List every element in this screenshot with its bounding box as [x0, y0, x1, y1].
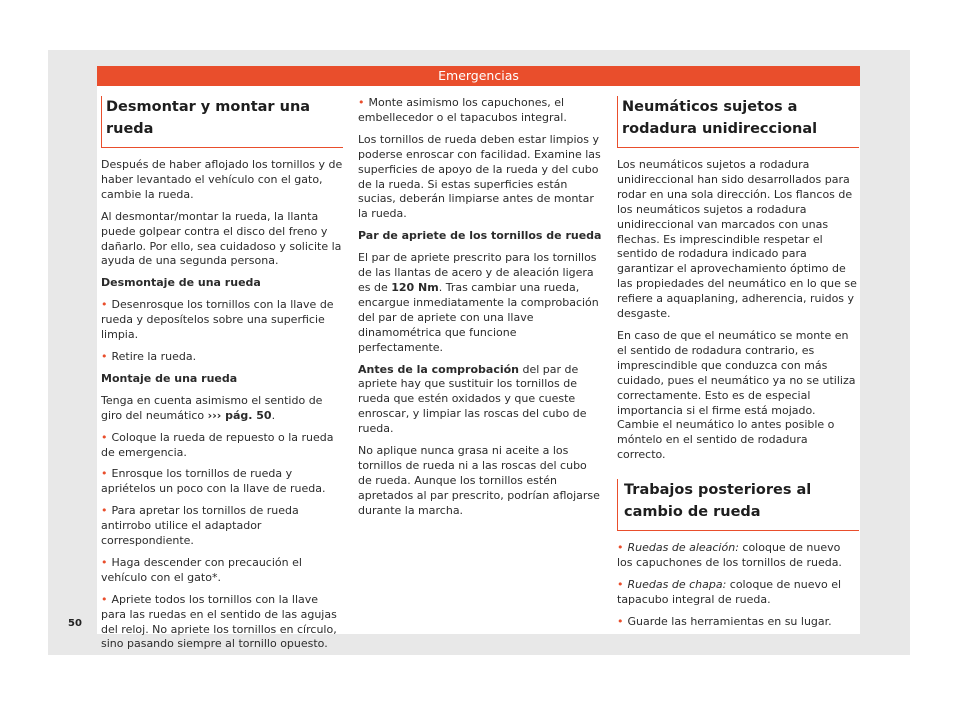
- bullet-label: Ruedas de chapa:: [627, 577, 727, 591]
- bullet-item: • Enrosque los tornillos de rueda y apriételos un poco con la llave de rueda.: [101, 467, 343, 497]
- torque-value: 120 Nm: [391, 280, 439, 294]
- heading-desmontar-montar: Desmontar y montar una rueda: [101, 96, 343, 148]
- paragraph-text: Tenga en cuenta asimismo el sentido de giro del neumático: [101, 393, 323, 422]
- bullet-item: • Para apretar los tornillos de rueda antirrobo utilice el adaptador correspondiente.: [101, 504, 343, 549]
- paragraph-text: . Tras cambiar una rueda, encargue inmediatamente la comprobación del par de apriete con una llave dinamométrica que funcione perfectamente.: [358, 280, 599, 354]
- paragraph-end: .: [271, 408, 276, 422]
- bullet-item: [617, 541, 859, 571]
- subheading-desmontaje: Desmontaje de una rueda: [101, 276, 261, 290]
- paragraph: [101, 394, 343, 424]
- paragraph: [358, 251, 602, 355]
- paragraph: [358, 363, 602, 438]
- bullet-item: • Coloque la rueda de repuesto o la rueda de emergencia.: [101, 431, 343, 461]
- bullet-item: • Monte asimismo los capuchones, el embellecedor o el tapacubos integral.: [358, 96, 602, 126]
- heading-trabajos-posteriores: Trabajos posteriores al cambio de rueda: [617, 479, 859, 531]
- page-number: 50: [68, 618, 82, 629]
- bullet-item: • Retire la rueda.: [101, 350, 343, 365]
- section-header: Emergencias: [97, 66, 860, 86]
- bullet-item: • Guarde las herramientas en su lugar.: [617, 615, 859, 630]
- paragraph: Después de haber aflojado los tornillos y de haber levantado el vehículo con el gato, cambie la rueda.: [101, 158, 343, 201]
- bullet-label: Ruedas de aleación:: [627, 541, 739, 555]
- paragraph: En caso de que el neumático se monte en el sentido de rodadura contrario, es imprescindible que conduzca con más cuidado, pues el neumático ya no se utiliza correctamente. Esto es de especial importancia si el firme está mojado. Cambie el neumático lo antes posible o móntelo en el sentido de rodadura correcto.: [617, 328, 856, 462]
- bullet-item: [617, 578, 859, 608]
- heading-neumaticos-unidireccional: Neumáticos sujetos a rodadura unidireccional: [617, 96, 859, 148]
- bullet-item: • Desenrosque los tornillos con la llave de rueda y deposítelos sobre una superficie limpia.: [101, 298, 343, 343]
- page-reference-link[interactable]: ››› pág. 50: [207, 408, 272, 422]
- emphasis-text: Antes de la comprobación: [358, 362, 519, 376]
- paragraph-text: del par de apriete hay que sustituir los tornillos de rueda que estén oxidados y que cueste enroscar, y limpiar las roscas del cubo de rueda.: [358, 362, 587, 436]
- paragraph-text: El par de apriete prescrito para los tornillos de las llantas de acero y de aleación ligera es de: [358, 251, 597, 294]
- bullet-text: coloque de nuevo los capuchones de los tornillos de rueda.: [617, 541, 842, 570]
- column-middle: [358, 96, 602, 526]
- subheading-montaje: Montaje de una rueda: [101, 371, 238, 385]
- bullet-text: coloque de nuevo el tapacubo integral de rueda.: [617, 577, 842, 606]
- paragraph: Los tornillos de rueda deben estar limpios y poderse enroscar con facilidad. Examine las superficies de apoyo de la rueda y del cubo de la rueda. Si estas superficies están sucias, deberán limpiarse antes de montar la rueda.: [358, 132, 601, 221]
- column-right: [617, 96, 859, 637]
- subheading-par-apriete: Par de apriete de los tornillos de rueda: [358, 229, 602, 243]
- bullet-item: • Haga descender con precaución el vehículo con el gato*.: [101, 556, 343, 586]
- paragraph: No aplique nunca grasa ni aceite a los tornillos de rueda ni a las roscas del cubo de rueda. Aunque los tornillos estén apretados al par prescrito, podrían aflojarse durante la marcha.: [358, 444, 600, 517]
- column-left: [101, 96, 343, 659]
- bullet-item: • Apriete todos los tornillos con la llave para las ruedas en el sentido de las agujas del reloj. No apriete los tornillos en círculo, sino pasando siempre al tornillo opuesto.: [101, 593, 343, 653]
- paragraph: Al desmontar/montar la rueda, la llanta puede golpear contra el disco del freno y dañarlo. Por ello, sea cuidadoso y solicite la ayuda de una segunda persona.: [101, 209, 342, 268]
- paragraph: Los neumáticos sujetos a rodadura unidireccional han sido desarrollados para rodar en una sola dirección. Los flancos de los neumáticos sujetos a rodadura unidireccional van marcados con unas flechas. Es imprescindible respetar el sentido de rodadura indicado para garantizar el aprovechamiento óptimo de las propiedades del neumático en lo que se refiere a aquaplaning, adherencia, ruidos y desgaste.: [617, 158, 857, 321]
